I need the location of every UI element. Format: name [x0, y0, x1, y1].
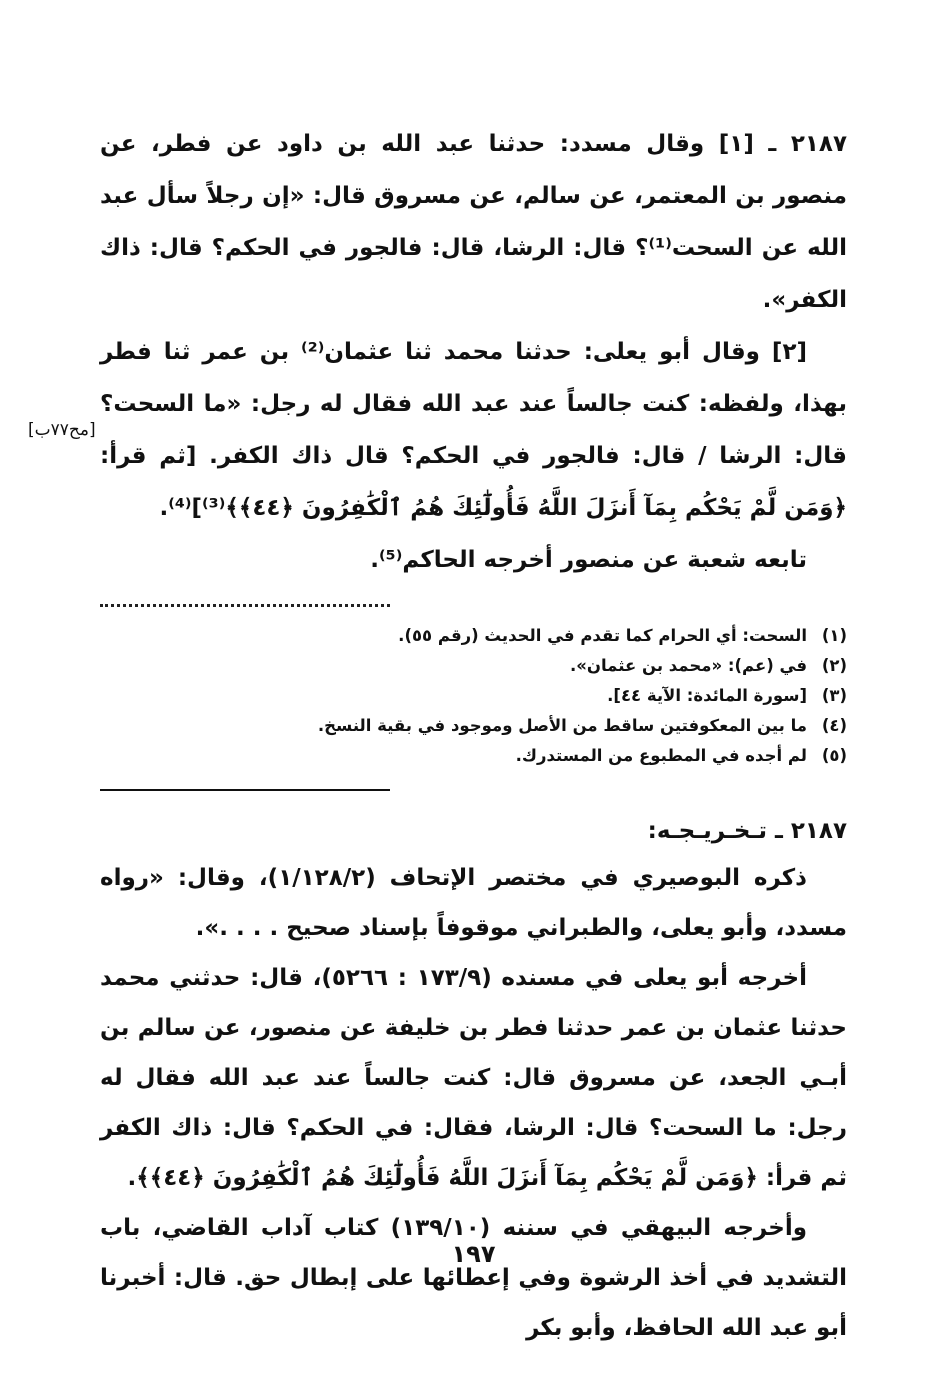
hadith-paragraph-2: [٢] وقال أبو يعلى: حدثنا محمد ثنا عثمان⁽²⁾ بن عمر ثنا فطر بهذا، ولفظه: كنت جالساً عند عبد الله فقال له رجل: «ما السحت؟ قال: الرشا / قال: فالجور في الحكم؟ قال ذاك الكفر. [ثم قرأ: ﴿وَمَن لَّمْ يَحْكُم بِمَآ أَنزَلَ اللَّهُ فَأُولَٰٓئِكَ هُمُ ٱلْكَٰفِرُونَ ﴿٤٤﴾﴾⁽³⁾]⁽⁴⁾. [100, 339, 847, 521]
footnote-text: في (عم): «محمد بن عثمان». [569, 656, 807, 675]
footnote-item [100, 741, 847, 771]
main-text [28, 118, 847, 586]
manuscript-margin-note: [مح٧٧ب] [28, 420, 96, 440]
takhrij-section [100, 809, 847, 1353]
footnote-item [100, 711, 847, 741]
footnote-text: لم أجده في المطبوع من المستدرك. [515, 746, 807, 765]
footnote-item [100, 651, 847, 681]
footnote-item [100, 621, 847, 651]
footnote-text: السحت: أي الحرام كما تقدم في الحديث (رقم ٥٥). [398, 626, 807, 645]
page-body [28, 118, 847, 1353]
footnote-text: ما بين المعكوفتين ساقط من الأصل وموجود في بقية النسخ. [317, 716, 807, 735]
footnote-number: (٥) [821, 746, 847, 765]
footnote-text: [سورة المائدة: الآية ٤٤]. [607, 686, 807, 705]
takhrij-paragraph-1: ذكره البوصيري في مختصر الإتحاف (١/١٢٨/٢)، وقال: «رواه مسدد، وأبو يعلى، والطبراني موقوفاً بإسناد صحيح . . . .». [100, 865, 847, 941]
footnote-divider [100, 604, 390, 607]
footnote-number: (٢) [821, 656, 847, 675]
hadith-paragraph-3: تابعه شعبة عن منصور أخرجه الحاكم⁽⁵⁾. [370, 547, 807, 573]
takhrij-paragraph-2: أخرجه أبو يعلى في مسنده (١٧٣/٩ : ٥٢٦٦)، قال: حدثني محمد حدثنا عثمان بن عمر حدثنا فطر بن خليفة عن منصور، عن سالم بن أبـي الجعد، عن مسروق قال: كنت جالساً عند عبد الله فقال له رجل: ما السحت؟ قال: الرشا، فقال: في الحكم؟ قال: ذاك الكفر ثم قرأ: ﴿وَمَن لَّمْ يَحْكُم بِمَآ أَنزَلَ اللَّهُ فَأُولَٰٓئِكَ هُمُ ٱلْكَٰفِرُونَ ﴿٤٤﴾﴾. [100, 965, 847, 1191]
footnote-number: (٣) [821, 686, 847, 705]
footnote-item [100, 681, 847, 711]
footnotes [100, 621, 847, 771]
footnote-number: (١) [821, 626, 847, 645]
takhrij-paragraph-3: وأخرجه البيهقي في سننه (١٣٩/١٠) كتاب آداب القاضي، باب التشديد في أخذ الرشوة وفي إعطائها على إبطال حق. قال: أخبرنا أبو عبد الله الحافظ، وأبو بكر [100, 1215, 847, 1341]
page-number: ١٩٧ [451, 1240, 496, 1268]
section-divider [100, 789, 390, 791]
takhrij-heading: ٢١٨٧ ـ تـخـريـجـه: [647, 818, 847, 844]
hadith-paragraph-1: ٢١٨٧ ـ [١] وقال مسدد: حدثنا عبد الله بن داود عن فطر، عن منصور بن المعتمر، عن سالم، عن مسروق قال: «إن رجلاً سأل عبد الله عن السحت⁽¹⁾؟ قال: الرشا، قال: فالجور في الحكم؟ قال: ذاك الكفر». [100, 131, 847, 313]
footnote-number: (٤) [821, 716, 847, 735]
